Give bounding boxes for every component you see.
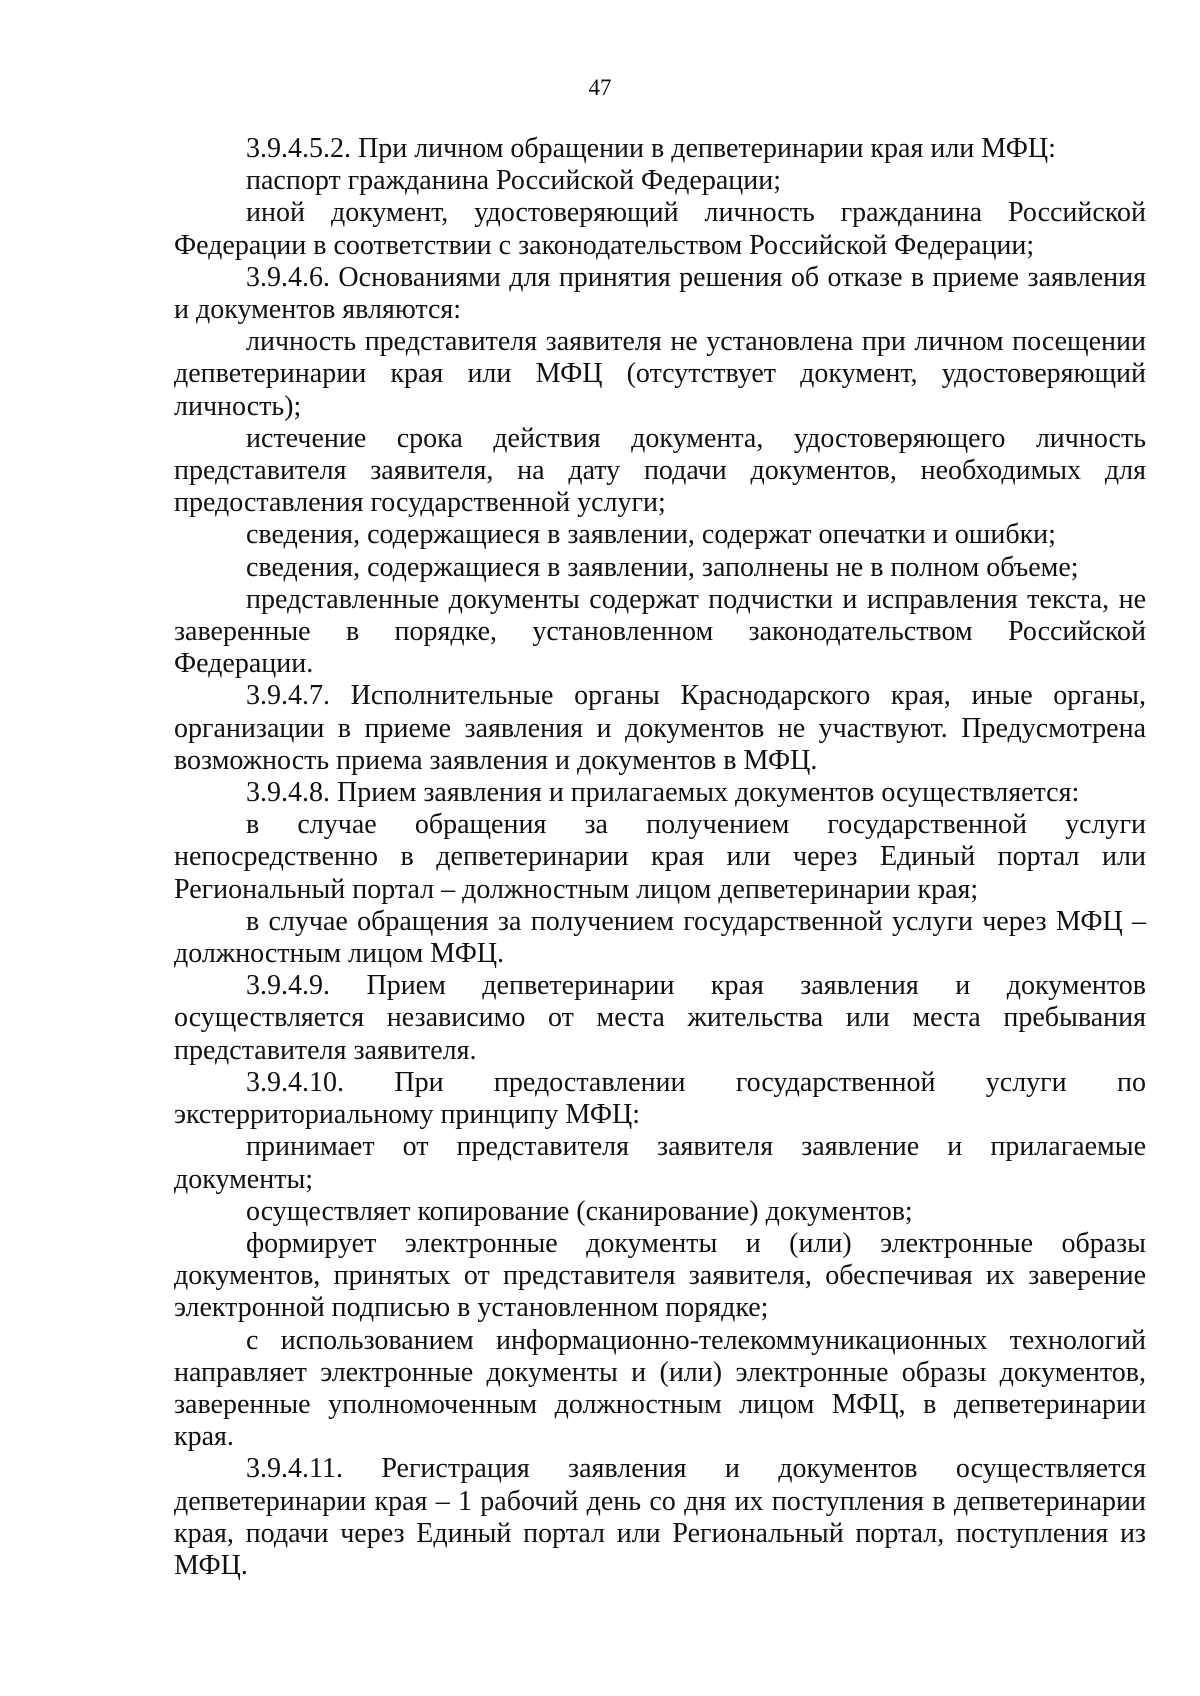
paragraph-3-9-4-5-2: 3.9.4.5.2. При личном обращении в депветеринарии края или МФЦ: (246, 133, 1056, 164)
paragraph-3-9-4-10: 3.9.4.10. При предоставлении государственной услуги по экстерриториальному принципу МФЦ: (174, 1066, 1146, 1131)
paragraph-mfc-application: в случае обращения за получением государственной услуги через МФЦ – должностным лицом МФЦ. (174, 905, 1146, 970)
paragraph-other-document: иной документ, удостоверяющий личность гражданина Российской Федерации в соответствии с законодательством Российской Федерации; (174, 197, 1146, 261)
paragraph-typos-errors: сведения, содержащиеся в заявлении, содержат опечатки и ошибки; (246, 519, 1056, 551)
paragraph-3-9-4-7: 3.9.4.7. Исполнительные органы Краснодарского края, иные органы, организации в приеме заявления и документов не участвуют. Предусмотрена возможность приема заявления и документов в МФЦ. (174, 680, 1146, 776)
paragraph-3-9-4-8: 3.9.4.8. Прием заявления и прилагаемых документов осуществляется: (246, 777, 1080, 809)
paragraph-direct-application: в случае обращения за получением государственной услуги непосредственно в депветеринарии края или через Единый портал или Региональный портал – должностным лицом депветеринарии края; (174, 809, 1146, 905)
paragraph-passport: паспорт гражданина Российской Федерации; (246, 165, 782, 197)
paragraph-3-9-4-11: 3.9.4.11. Регистрация заявления и документов осуществляется депветеринарии края – 1 рабочий день со дня их поступления в депветеринарии края, подачи через Единый портал или Региональный портал, поступления из МФЦ. (174, 1453, 1146, 1581)
paragraph-incomplete-info: сведения, содержащиеся в заявлении, заполнены не в полном объеме; (246, 551, 1079, 583)
paragraph-copies-documents: осуществляет копирование (сканирование) документов; (246, 1195, 913, 1227)
document-body (174, 133, 1146, 1582)
paragraph-accepts-documents: принимает от представителя заявителя заявление и прилагаемые документы; (174, 1131, 1146, 1195)
paragraph-3-9-4-6: 3.9.4.6. Основаниями для принятия решения об отказе в приеме заявления и документов являются: (174, 261, 1146, 326)
paragraph-3-9-4-9: 3.9.4.9. Прием депветеринарии края заявления и документов осуществляется независимо от места жительства или места пребывания представителя заявителя. (174, 970, 1146, 1066)
paragraph-sends-electronic-documents: с использованием информационно-телекоммуникационных технологий направляет электронные документы и (или) электронные образы документов, заверенные уполномоченным должностным лицом МФЦ, в депветеринарии края. (174, 1324, 1146, 1453)
paragraph-erasures-corrections: представленные документы содержат подчистки и исправления текста, не заверенные в порядке, установленном законодательством Российской Федерации. (174, 583, 1146, 680)
paragraph-forms-electronic-documents: формирует электронные документы и (или) электронные образы документов, принятых от представителя заявителя, обеспечивая их заверение электронной подписью в установленном порядке; (174, 1227, 1146, 1324)
page-number: 47 (588, 75, 612, 100)
paragraph-document-expired: истечение срока действия документа, удостоверяющего личность представителя заявителя, на дату подачи документов, необходимых для предоставления государственной услуги; (174, 422, 1146, 519)
paragraph-identity-not-established: личность представителя заявителя не установлена при личном посещении депветеринарии края или МФЦ (отсутствует документ, удостоверяющий личность); (174, 326, 1146, 422)
